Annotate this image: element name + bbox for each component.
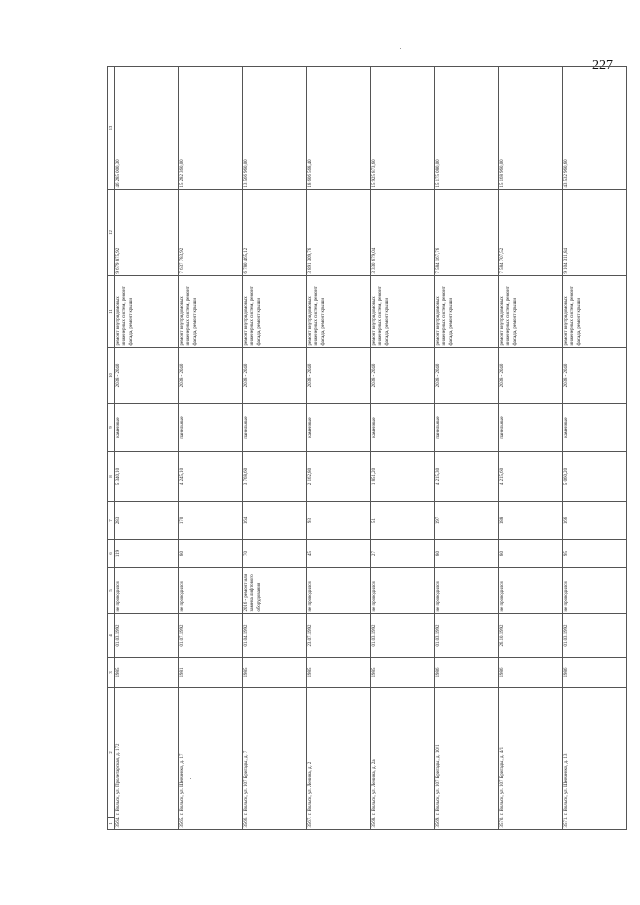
total-cost-cell: 15 168 960,00: [499, 67, 563, 190]
area-cell: 4 245,10: [179, 452, 243, 502]
construction-year-cell: 1986: [435, 658, 499, 688]
cost-cell: 3 330 679,04: [371, 190, 435, 276]
col6-cell: 119: [115, 540, 179, 568]
row-number: 3568.: [372, 816, 377, 828]
wall-material-cell: каменные: [307, 404, 371, 452]
cost-cell: 9 679 875,92: [115, 190, 179, 276]
works-cell: ремонт внутридомовых инженерных систем, ремонт фасада, ремонт крыши: [499, 276, 563, 348]
wall-material-cell: каменные: [563, 404, 627, 452]
overhaul-cell: не проводился: [371, 568, 435, 614]
row-number: 3567.: [308, 816, 313, 828]
construction-year-cell: 1981: [179, 658, 243, 688]
column-header: 6: [108, 540, 115, 568]
table-row: [499, 67, 563, 830]
address: г. Вольск, ул. Пролетарская, д. 172: [116, 743, 121, 816]
area-cell: 3 768,60: [243, 452, 307, 502]
column-header: 10: [108, 348, 115, 404]
table-row: [371, 67, 435, 830]
col7-cell: 170: [179, 502, 243, 540]
address: г. Вольск, ул. 107 Бригады, д. 7: [244, 750, 249, 816]
area-cell: 1 851,20: [371, 452, 435, 502]
address: г. Вольск, ул. Шевченко, д. 17: [180, 753, 185, 816]
date-cell: 01.03.1992: [435, 614, 499, 658]
col6-cell: 45: [307, 540, 371, 568]
works-cell: ремонт внутридомовых инженерных систем, ремонт фасада, ремонт крыши: [435, 276, 499, 348]
overhaul-cell: не проводился: [179, 568, 243, 614]
row-number: 3570.: [500, 816, 505, 828]
wall-material-cell: панельные: [179, 404, 243, 452]
address-cell: [499, 688, 563, 830]
col6-cell: 80: [499, 540, 563, 568]
col6-cell: 27: [371, 540, 435, 568]
col6-cell: 95: [563, 540, 627, 568]
row-number: 3571.: [564, 816, 569, 828]
period-cell: 2038 - 2040: [563, 348, 627, 404]
date-cell: 23.07.1992: [307, 614, 371, 658]
construction-year-cell: 1985: [243, 658, 307, 688]
wall-material-cell: панельные: [499, 404, 563, 452]
area-cell: 4 215,30: [435, 452, 499, 502]
row-number: 3569.: [436, 816, 441, 828]
area-cell: 4 215,60: [499, 452, 563, 502]
building-register-table: [107, 66, 627, 830]
period-cell: 2038 - 2040: [499, 348, 563, 404]
address: г. Вольск, ул. Шевченко, д. 13: [564, 753, 569, 816]
period-cell: 2038 - 2040: [179, 348, 243, 404]
row-number: 3566.: [244, 816, 249, 828]
total-cost-cell: 43 532 960,60: [563, 67, 627, 190]
total-cost-cell: 18 606 568,40: [307, 67, 371, 190]
date-cell: 01.07.1992: [179, 614, 243, 658]
column-header: 7: [108, 502, 115, 540]
col6-cell: 80: [179, 540, 243, 568]
table-row: [243, 67, 307, 830]
column-header: 3: [108, 658, 115, 688]
construction-year-cell: 1985: [371, 658, 435, 688]
overhaul-cell: не проводился: [563, 568, 627, 614]
overhaul-cell: не проводился: [435, 568, 499, 614]
overhaul-cell: не проводился: [499, 568, 563, 614]
overhaul-cell: не проводился: [307, 568, 371, 614]
table-row: [115, 67, 179, 830]
works-cell: ремонт внутридомовых инженерных систем, ремонт фасада, ремонт крыши: [371, 276, 435, 348]
column-header: 13: [108, 67, 115, 190]
row-number: 3565.: [180, 816, 185, 828]
column-header: 9: [108, 404, 115, 452]
column-header: 1: [108, 818, 115, 830]
address-cell: [243, 688, 307, 830]
works-cell: ремонт внутридомовых инженерных систем, ремонт фасада, ремонт крыши: [563, 276, 627, 348]
address-cell: [115, 688, 179, 830]
row-number: 3564.: [116, 816, 121, 828]
scan-speck: [190, 778, 191, 779]
col6-cell: 70: [243, 540, 307, 568]
wall-material-cell: панельные: [435, 404, 499, 452]
col7-cell: 166: [563, 502, 627, 540]
date-cell: 26.10.1992: [499, 614, 563, 658]
table-row: [307, 67, 371, 830]
construction-year-cell: 1985: [115, 658, 179, 688]
construction-year-cell: 1985: [307, 658, 371, 688]
address-cell: [435, 688, 499, 830]
address-cell: [371, 688, 435, 830]
address-cell: [563, 688, 627, 830]
col7-cell: 164: [243, 502, 307, 540]
cost-cell: 6 780 465,12: [243, 190, 307, 276]
wall-material-cell: каменные: [115, 404, 179, 452]
works-cell: ремонт внутридомовых инженерных систем, ремонт фасада, ремонт крыши: [243, 276, 307, 348]
date-cell: 01.03.1992: [371, 614, 435, 658]
total-cost-cell: 15 282 360,00: [179, 67, 243, 190]
column-number-row: [108, 67, 115, 830]
date-cell: 01.04.1992: [243, 614, 307, 658]
date-cell: 01.03.1992: [115, 614, 179, 658]
construction-year-cell: 1986: [499, 658, 563, 688]
rotated-table-area: [107, 67, 627, 830]
column-header: 4: [108, 614, 115, 658]
wall-material-cell: каменные: [371, 404, 435, 452]
column-header: 11: [108, 276, 115, 348]
rotated-table-frame: [107, 67, 627, 830]
period-cell: 2038 - 2040: [307, 348, 371, 404]
area-cell: 5 340,10: [115, 452, 179, 502]
total-cost-cell: 15 175 080,00: [435, 67, 499, 190]
works-cell: ремонт внутридомовых инженерных систем, ремонт фасада, ремонт крыши: [115, 276, 179, 348]
period-cell: 2038 - 2040: [115, 348, 179, 404]
table-row: [435, 67, 499, 830]
overhaul-cell: не проводился: [115, 568, 179, 614]
total-cost-cell: 46 285 000,30: [115, 67, 179, 190]
period-cell: 2038 - 2040: [435, 348, 499, 404]
col7-cell: 197: [435, 502, 499, 540]
works-cell: ремонт внутридомовых инженерных систем, ремонт фасада, ремонт крыши: [179, 276, 243, 348]
works-cell: ремонт внутридомовых инженерных систем, ремонт фасада, ремонт крыши: [307, 276, 371, 348]
col7-cell: 188: [499, 502, 563, 540]
address: г. Вольск, ул. 107 Бригады, д. 4/1: [500, 746, 505, 816]
overhaul-cell: 2016 - ремонт или замена лифтового оборудования: [243, 568, 307, 614]
area-cell: 5 060,20: [563, 452, 627, 502]
column-header: 2: [108, 688, 115, 818]
table-row: [563, 67, 627, 830]
column-header: 5: [108, 568, 115, 614]
cost-cell: 7 584 707,52: [499, 190, 563, 276]
cost-cell: 7 637 783,92: [179, 190, 243, 276]
construction-year-cell: 1986: [563, 658, 627, 688]
total-cost-cell: 13 566 960,00: [243, 67, 307, 190]
address: г. Вольск, ул. Ленина, д. 2: [308, 761, 313, 816]
period-cell: 2038 - 2040: [371, 348, 435, 404]
column-header: 8: [108, 452, 115, 502]
page-number: 227: [592, 58, 613, 73]
cost-cell: 3 891 309,76: [307, 190, 371, 276]
total-cost-cell: 15 925 873,60: [371, 67, 435, 190]
column-header: 12: [108, 190, 115, 276]
wall-material-cell: панельные: [243, 404, 307, 452]
col6-cell: 80: [435, 540, 499, 568]
date-cell: 01.03.1992: [563, 614, 627, 658]
col7-cell: 51: [371, 502, 435, 540]
area-cell: 2 162,80: [307, 452, 371, 502]
address: г. Вольск, ул. 107 Бригады, д. 10/1: [436, 744, 441, 816]
col7-cell: 93: [307, 502, 371, 540]
cost-cell: 9 104 311,84: [563, 190, 627, 276]
table-row: [179, 67, 243, 830]
address: г. Вольск, ул. Ленина, д. 2а: [372, 759, 377, 816]
scan-speck: [400, 48, 401, 49]
cost-cell: 7 584 167,76: [435, 190, 499, 276]
address-cell: [307, 688, 371, 830]
col7-cell: 283: [115, 502, 179, 540]
period-cell: 2038 - 2040: [243, 348, 307, 404]
address-cell: [179, 688, 243, 830]
